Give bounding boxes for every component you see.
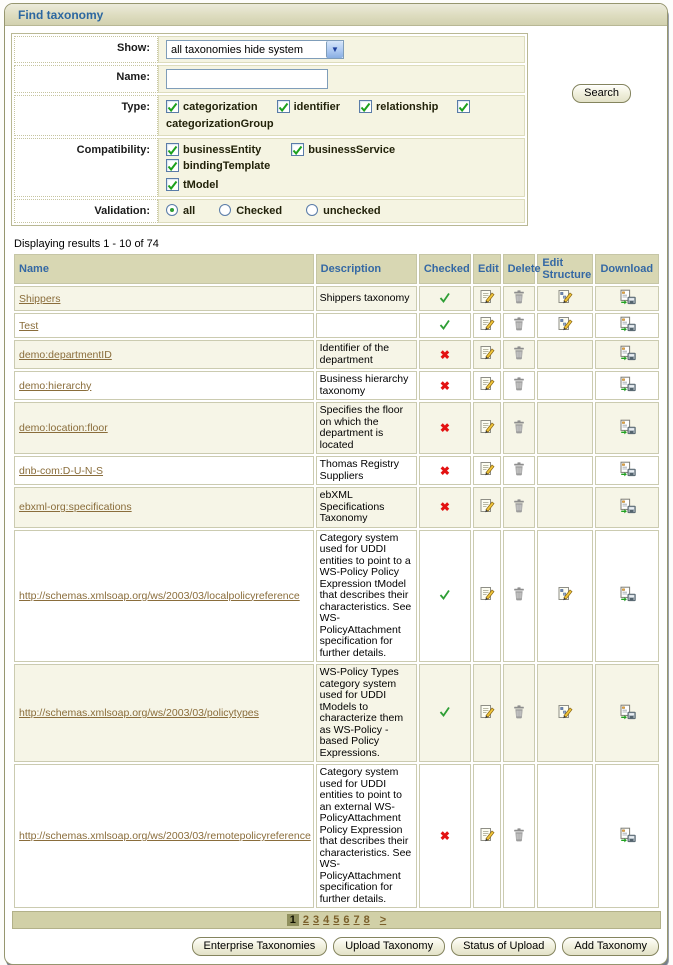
unchecked-icon: ✖	[439, 463, 450, 478]
compatibility-option	[166, 158, 270, 174]
column-header-edit-structure: Edit Structure	[537, 254, 592, 284]
search-button[interactable]: Search	[572, 84, 631, 103]
validation-options	[158, 199, 525, 223]
column-header-description: Description	[316, 254, 417, 284]
pagination-page-link[interactable]: 6	[343, 914, 350, 926]
taxonomy-description	[316, 313, 417, 338]
compatibility-option	[166, 142, 261, 158]
edit-icon[interactable]	[479, 376, 495, 392]
taxonomy-table	[12, 252, 661, 910]
validation-option	[306, 205, 380, 217]
chevron-down-icon[interactable]: ▼	[326, 41, 343, 58]
edit-structure-icon[interactable]	[557, 316, 573, 332]
taxonomy-name-link[interactable]: demo:hierarchy	[19, 379, 92, 392]
validation-label: Validation:	[14, 199, 158, 223]
delete-icon[interactable]	[511, 461, 527, 477]
pagination-bar	[12, 911, 661, 929]
type-checkbox-identifier[interactable]	[277, 100, 290, 113]
delete-icon[interactable]	[511, 419, 527, 435]
edit-icon[interactable]	[479, 827, 495, 843]
type-label: Type:	[14, 95, 158, 136]
pagination-page-link[interactable]: 2	[302, 914, 310, 926]
form-row-show	[14, 36, 525, 63]
taxonomy-description: ebXML Specifications Taxonomy	[316, 487, 417, 528]
delete-icon[interactable]	[511, 345, 527, 361]
type-option	[166, 99, 258, 115]
unchecked-icon: ✖	[439, 500, 450, 515]
panel-titlebar	[5, 4, 667, 26]
column-header-delete: Delete	[503, 254, 536, 284]
edit-icon[interactable]	[479, 461, 495, 477]
validation-radio-Checked[interactable]	[219, 204, 231, 216]
edit-structure-icon[interactable]	[557, 289, 573, 305]
column-header-download: Download	[595, 254, 659, 284]
search-form	[11, 33, 528, 226]
add-taxonomy-button[interactable]: Add Taxonomy	[562, 937, 659, 956]
unchecked-icon: ✖	[439, 347, 450, 362]
pagination-page-link[interactable]: 5	[333, 914, 340, 926]
taxonomy-description: Category system used for UDDI entities to point to an external WS-PolicyAttachment Policy Expression that describes their characteristics. See WS-PolicyAttachment specification for further details.	[316, 764, 417, 908]
results-summary: Displaying results 1 - 10 of 74	[14, 238, 159, 250]
delete-icon[interactable]	[511, 704, 527, 720]
compatibility-option	[291, 142, 395, 158]
edit-icon[interactable]	[479, 345, 495, 361]
edit-icon[interactable]	[479, 316, 495, 332]
table-row	[14, 764, 659, 908]
show-dropdown-value: all taxonomies hide system	[171, 43, 304, 56]
show-label: Show:	[14, 36, 158, 63]
type-checkbox-categorizationGroup[interactable]	[457, 100, 470, 113]
taxonomy-name-link[interactable]: Shippers	[19, 292, 61, 305]
edit-icon[interactable]	[479, 289, 495, 305]
validation-option	[166, 205, 195, 217]
status-of-upload-button[interactable]: Status of Upload	[451, 937, 556, 956]
validation-option	[219, 205, 282, 217]
table-row	[14, 313, 659, 338]
compatibility-option	[166, 177, 490, 193]
compatibility-option-label: tModel	[183, 179, 219, 191]
type-option-label: relationship	[376, 101, 439, 113]
delete-icon[interactable]	[511, 376, 527, 392]
table-row	[14, 286, 659, 311]
compatibility-checkbox-businessService[interactable]	[291, 143, 304, 156]
compatibility-checkbox-businessEntity[interactable]	[166, 143, 179, 156]
form-row-validation	[14, 199, 525, 223]
taxonomy-description: Business hierarchy taxonomy	[316, 371, 417, 400]
type-option	[359, 99, 438, 115]
name-label: Name:	[14, 65, 158, 93]
form-row-name	[14, 65, 525, 93]
table-header-row	[14, 254, 659, 284]
taxonomy-name-link[interactable]: demo:departmentID	[19, 348, 112, 361]
unchecked-icon: ✖	[439, 421, 450, 435]
compatibility-option-label: businessEntity	[183, 144, 262, 156]
column-header-name: Name	[14, 254, 314, 284]
validation-option-label: all	[183, 205, 196, 217]
validation-radio-all[interactable]	[166, 204, 178, 216]
enterprise-taxonomies-button[interactable]: Enterprise Taxonomies	[192, 937, 328, 956]
taxonomy-name-link[interactable]: Test	[19, 319, 39, 332]
pagination-page-link[interactable]: 8	[363, 914, 370, 926]
taxonomy-description: WS-Policy Types category system used for UDDI tModels to characterize them as WS-Policy - based Policy Expressions.	[316, 664, 417, 762]
download-icon[interactable]	[619, 498, 635, 514]
taxonomy-name-link[interactable]: dnb-com:D-U-N-S	[19, 464, 104, 477]
type-option-label: categorization	[183, 101, 258, 113]
unchecked-icon: ✖	[439, 829, 450, 843]
compatibility-options	[158, 138, 525, 197]
table-row	[14, 530, 659, 663]
table-row	[14, 340, 659, 369]
compatibility-label: Compatibility:	[14, 138, 158, 197]
compatibility-option-label: businessService	[308, 144, 396, 156]
download-icon[interactable]	[619, 419, 635, 435]
type-options	[158, 95, 525, 136]
delete-icon[interactable]	[511, 289, 527, 305]
form-row-type	[14, 95, 525, 136]
compatibility-option-label: bindingTemplate	[183, 160, 271, 172]
compatibility-checkbox-tModel[interactable]	[166, 178, 179, 191]
edit-icon[interactable]	[479, 419, 495, 435]
delete-icon[interactable]	[511, 498, 527, 514]
edit-structure-icon[interactable]	[557, 704, 573, 720]
taxonomy-description: Specifies the floor on which the department is located	[316, 402, 417, 454]
validation-radio-unchecked[interactable]	[306, 204, 318, 216]
download-icon[interactable]	[619, 704, 635, 720]
upload-taxonomy-button[interactable]: Upload Taxonomy	[333, 937, 445, 956]
taxonomy-description: Category system used for UDDI entities to point to a WS-Policy Policy Expression tModel that describes their characteristics. See WS-PolicyAttachment specification for further details.	[316, 530, 417, 663]
type-option-label: categorizationGroup	[166, 118, 274, 130]
delete-icon[interactable]	[511, 586, 527, 602]
delete-icon[interactable]	[511, 827, 527, 843]
type-checkbox-categorization[interactable]	[166, 100, 179, 113]
pagination-page-link[interactable]: 7	[353, 914, 360, 926]
find-taxonomy-panel	[4, 3, 668, 965]
download-icon[interactable]	[619, 376, 635, 392]
pagination-page-link[interactable]: 3	[313, 914, 320, 926]
download-icon[interactable]	[619, 289, 635, 305]
taxonomy-description: Shippers taxonomy	[316, 286, 417, 311]
checked-icon	[438, 322, 451, 334]
table-row	[14, 371, 659, 400]
taxonomy-description: Thomas Registry Suppliers	[316, 456, 417, 485]
compatibility-checkbox-bindingTemplate[interactable]	[166, 159, 179, 172]
download-icon[interactable]	[619, 316, 635, 332]
taxonomy-name-link[interactable]: http://schemas.xmlsoap.org/ws/2003/03/remotepolicyreference	[19, 830, 311, 842]
taxonomy-name-link[interactable]: http://schemas.xmlsoap.org/ws/2003/03/policytypes	[19, 707, 259, 719]
download-icon[interactable]	[619, 345, 635, 361]
taxonomy-name-link[interactable]: http://schemas.xmlsoap.org/ws/2003/03/localpolicyreference	[19, 589, 300, 602]
name-input[interactable]	[166, 69, 328, 89]
type-option	[277, 99, 340, 115]
delete-icon[interactable]	[511, 316, 527, 332]
download-icon[interactable]	[619, 461, 635, 477]
download-icon[interactable]	[619, 586, 635, 602]
pagination-next-link[interactable]: >	[379, 914, 387, 926]
type-option-label: identifier	[293, 101, 341, 113]
table-row	[14, 456, 659, 485]
edit-icon[interactable]	[479, 498, 495, 514]
footer-actions	[11, 937, 659, 956]
form-row-compatibility	[14, 138, 525, 197]
pagination-page-link[interactable]: 4	[323, 914, 330, 926]
checked-icon	[438, 295, 451, 307]
column-header-checked: Checked	[419, 254, 471, 284]
edit-icon[interactable]	[479, 586, 495, 602]
validation-option-label: Checked	[236, 205, 283, 217]
taxonomy-name-link[interactable]: ebxml-org:specifications	[19, 501, 132, 514]
edit-icon[interactable]	[479, 704, 495, 720]
table-row	[14, 487, 659, 528]
page-title: Find taxonomy	[18, 8, 104, 22]
pagination-current-page: 1	[287, 914, 299, 926]
unchecked-icon: ✖	[439, 378, 450, 393]
validation-option-label: unchecked	[323, 205, 381, 217]
type-checkbox-relationship[interactable]	[359, 100, 372, 113]
download-icon[interactable]	[619, 827, 635, 843]
checked-icon	[438, 592, 451, 604]
column-header-edit: Edit	[473, 254, 501, 284]
table-row	[14, 664, 659, 762]
taxonomy-description: Identifier of the department	[316, 340, 417, 369]
edit-structure-icon[interactable]	[557, 586, 573, 602]
taxonomy-name-link[interactable]: demo:location:floor	[19, 422, 108, 434]
table-row	[14, 402, 659, 454]
show-dropdown[interactable]	[166, 40, 344, 59]
checked-icon	[438, 709, 451, 721]
